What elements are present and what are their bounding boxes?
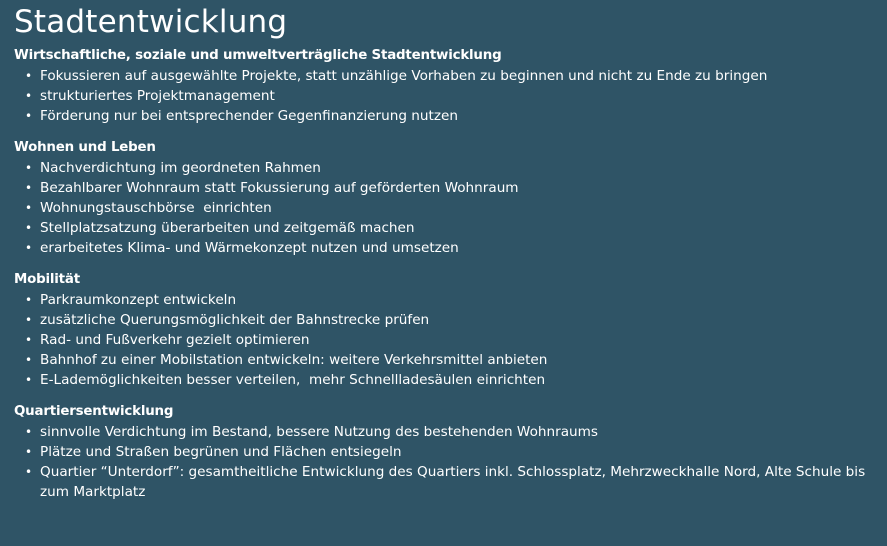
bullet-icon: • bbox=[25, 353, 33, 368]
list-item bbox=[14, 66, 873, 86]
bullet-list bbox=[14, 422, 873, 503]
bullet-list bbox=[14, 158, 873, 259]
list-item bbox=[14, 198, 873, 218]
list-item bbox=[14, 350, 873, 370]
bullet-icon: • bbox=[25, 201, 33, 216]
bullet-list bbox=[14, 290, 873, 391]
list-item-text: Parkraumkonzept entwickeln bbox=[40, 291, 237, 308]
list-item-text: strukturiertes Projektmanagement bbox=[40, 88, 275, 105]
list-item-text: zusätzliche Querungsmöglichkeit der Bahnstrecke prüfen bbox=[40, 311, 430, 328]
list-item-text: Fokussieren auf ausgewählte Projekte, statt unzählige Vorhaben zu beginnen und nicht zu Ende zu bringen bbox=[40, 68, 768, 84]
list-item-text: Wohnungstauschbörse einrichten bbox=[40, 200, 272, 217]
list-item-text: erarbeitetes Klima- und Wärmekonzept nutzen und umsetzen bbox=[40, 240, 459, 257]
list-item bbox=[14, 178, 873, 198]
list-item bbox=[14, 218, 873, 238]
section-quartiersentwicklung bbox=[14, 402, 873, 503]
bullet-icon: • bbox=[25, 444, 33, 459]
section-wirtschaftliche-stadtentwicklung bbox=[14, 46, 873, 127]
list-item bbox=[14, 462, 873, 502]
bullet-icon: • bbox=[25, 221, 33, 236]
list-item bbox=[14, 290, 873, 310]
bullet-list bbox=[14, 66, 873, 127]
list-item-text: sinnvolle Verdichtung im Bestand, bessere Nutzung des bestehenden Wohnraums bbox=[40, 423, 598, 440]
list-item bbox=[14, 370, 873, 390]
section-wohnen-und-leben bbox=[14, 138, 873, 259]
bullet-icon: • bbox=[25, 241, 33, 256]
list-item bbox=[14, 310, 873, 330]
list-item bbox=[14, 158, 873, 178]
list-item-text: Plätze und Straßen begrünen und Flächen entsiegeln bbox=[40, 443, 402, 460]
section-heading: Mobilität bbox=[14, 271, 80, 287]
list-item-text: Bahnhof zu einer Mobilstation entwickeln: weitere Verkehrsmittel anbieten bbox=[40, 352, 548, 369]
list-item bbox=[14, 86, 873, 106]
list-item-text: Förderung nur bei entsprechender Gegenfinanzierung nutzen bbox=[40, 108, 458, 125]
section-heading: Quartiersentwicklung bbox=[14, 403, 174, 419]
bullet-icon: • bbox=[25, 180, 33, 195]
bullet-icon: • bbox=[25, 373, 33, 388]
list-item-text: Nachverdichtung im geordneten Rahmen bbox=[40, 159, 321, 176]
list-item bbox=[14, 442, 873, 462]
bullet-icon: • bbox=[25, 160, 33, 175]
list-item-text: Stellplatzsatzung überarbeiten und zeitgemäß machen bbox=[40, 220, 415, 237]
list-item-text: Quartier “Unterdorf”: gesamtheitliche Entwicklung des Quartiers inkl. Schlossplatz, Mehrzweckhalle Nord, Alte Schule bis zum Marktplatz bbox=[40, 464, 866, 501]
bullet-icon: • bbox=[25, 69, 33, 83]
bullet-icon: • bbox=[25, 465, 33, 480]
list-item bbox=[14, 422, 873, 442]
list-item bbox=[14, 106, 873, 126]
section-heading: Wohnen und Leben bbox=[14, 139, 156, 155]
section-mobilitaet bbox=[14, 270, 873, 391]
list-item bbox=[14, 238, 873, 258]
list-item-text: Bezahlbarer Wohnraum statt Fokussierung auf geförderten Wohnraum bbox=[40, 179, 519, 196]
bullet-icon: • bbox=[25, 292, 33, 307]
section-heading: Wirtschaftliche, soziale und umweltverträgliche Stadtentwicklung bbox=[14, 48, 502, 63]
bullet-icon: • bbox=[25, 89, 33, 104]
page-title: Stadtentwicklung bbox=[14, 4, 288, 40]
bullet-icon: • bbox=[25, 109, 33, 124]
list-item-text: Rad- und Fußverkehr gezielt optimieren bbox=[40, 332, 310, 349]
bullet-icon: • bbox=[25, 333, 33, 348]
bullet-icon: • bbox=[25, 312, 33, 327]
list-item-text: E-Lademöglichkeiten besser verteilen, mehr Schnellladesäulen einrichten bbox=[40, 372, 546, 389]
list-item bbox=[14, 330, 873, 350]
bullet-icon: • bbox=[25, 424, 33, 439]
